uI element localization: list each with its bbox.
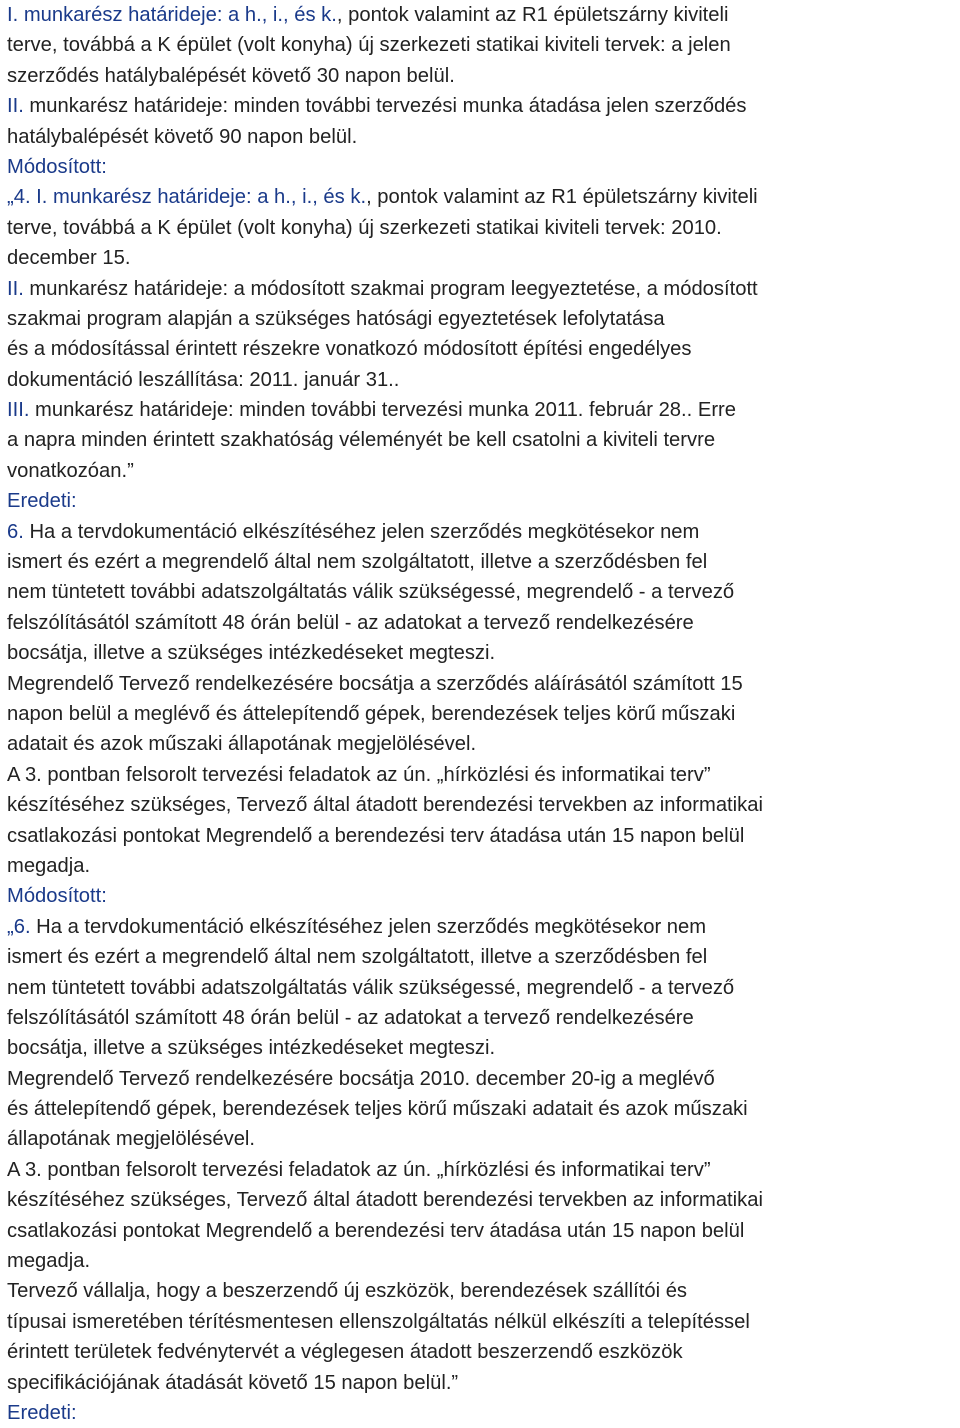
text-line bbox=[7, 851, 956, 881]
body-text: típusai ismeretében térítésmentesen ellenszolgáltatás nélkül elkészíti a telepítéssel bbox=[7, 1310, 750, 1333]
text-line bbox=[7, 1276, 956, 1306]
body-text: bocsátja, illetve a szükséges intézkedéseket megteszi. bbox=[7, 642, 496, 665]
highlighted-text: II. bbox=[7, 277, 24, 300]
body-text: bocsátja, illetve a szükséges intézkedéseket megteszi. bbox=[7, 1037, 496, 1060]
text-line bbox=[7, 152, 956, 182]
text-line bbox=[7, 881, 956, 911]
text-line bbox=[7, 608, 956, 638]
text-line bbox=[7, 1185, 956, 1215]
text-line bbox=[7, 365, 956, 395]
body-text: és a módosítással érintett részekre vonatkozó módosított építési engedélyes bbox=[7, 338, 692, 361]
highlighted-text: Módosított: bbox=[7, 155, 107, 178]
text-line bbox=[7, 638, 956, 668]
body-text: Ha a tervdokumentáció elkészítéséhez jelen szerződés megkötésekor nem bbox=[23, 520, 700, 543]
text-line bbox=[7, 1003, 956, 1033]
text-line bbox=[7, 456, 956, 486]
text-line bbox=[7, 729, 956, 759]
body-text: készítéséhez szükséges, Tervező által átadott berendezési tervekben az informatikai bbox=[7, 1189, 763, 1212]
body-text: megadja. bbox=[7, 854, 91, 877]
text-line bbox=[7, 973, 956, 1003]
text-line bbox=[7, 1033, 956, 1063]
text-line bbox=[7, 547, 956, 577]
text-line bbox=[7, 425, 956, 455]
body-text: Megrendelő Tervező rendelkezésére bocsátja a szerződés aláírásától számított 15 bbox=[7, 672, 743, 695]
body-text: terve, továbbá a K épület (volt konyha) új szerkezeti statikai kiviteli tervek: a jelen bbox=[7, 34, 731, 57]
body-text: adatait és azok műszaki állapotának megjelölésével. bbox=[7, 733, 477, 756]
body-text: állapotának megjelölésével. bbox=[7, 1128, 256, 1151]
text-line bbox=[7, 912, 956, 942]
text-line bbox=[7, 1307, 956, 1337]
body-text: szerződés hatálybalépését követő 30 napon belül. bbox=[7, 64, 455, 87]
body-text: érintett területek fedvénytervét a véglegesen átadott beszerzendő eszközök bbox=[7, 1341, 683, 1364]
text-line bbox=[7, 790, 956, 820]
body-text: csatlakozási pontokat Megrendelő a berendezési terv átadása után 15 napon belül bbox=[7, 824, 745, 847]
text-line bbox=[7, 274, 956, 304]
text-line bbox=[7, 760, 956, 790]
body-text: és áttelepítendő gépek, berendezések teljes körű műszaki adatait és azok műszaki bbox=[7, 1098, 748, 1121]
text-line bbox=[7, 1398, 956, 1428]
text-line bbox=[7, 1094, 956, 1124]
text-line bbox=[7, 1216, 956, 1246]
body-text: Tervező vállalja, hogy a beszerzendő új eszközök, berendezések szállítói és bbox=[7, 1280, 688, 1303]
text-line bbox=[7, 182, 956, 212]
body-text: Ha a tervdokumentáció elkészítéséhez jelen szerződés megkötésekor nem bbox=[30, 915, 707, 938]
body-text: , pontok valamint az R1 épületszárny kiviteli bbox=[366, 186, 758, 209]
body-text: munkarész határideje: minden további tervezési munka átadása jelen szerződés bbox=[23, 95, 747, 118]
body-text: vonatkozóan.” bbox=[7, 459, 134, 482]
text-line bbox=[7, 91, 956, 121]
highlighted-text: 6. bbox=[7, 520, 24, 543]
body-text: munkarész határideje: minden további tervezési munka 2011. február 28.. Erre bbox=[29, 399, 736, 422]
body-text: napon belül a meglévő és áttelepítendő gépek, berendezések teljes körű műszaki bbox=[7, 702, 736, 725]
body-text: A 3. pontban felsorolt tervezési feladatok az ún. „hírközlési és informatikai terv” bbox=[7, 1158, 711, 1181]
body-text: a napra minden érintett szakhatóság véleményét be kell csatolni a kiviteli tervre bbox=[7, 429, 716, 452]
body-text: dokumentáció leszállítása: 2011. január 31.. bbox=[7, 368, 400, 391]
body-text: nem tüntetett további adatszolgáltatás válik szükségessé, megrendelő - a tervező bbox=[7, 581, 735, 604]
text-line bbox=[7, 213, 956, 243]
text-line bbox=[7, 699, 956, 729]
text-line bbox=[7, 1064, 956, 1094]
highlighted-text: „6. bbox=[7, 915, 31, 938]
body-text: munkarész határideje: a módosított szakmai program leegyeztetése, a módosított bbox=[23, 277, 758, 300]
body-text: készítéséhez szükséges, Tervező által átadott berendezési tervekben az informatikai bbox=[7, 794, 763, 817]
body-text: december 15. bbox=[7, 247, 131, 270]
text-line bbox=[7, 395, 956, 425]
text-line bbox=[7, 1368, 956, 1398]
body-text: A 3. pontban felsorolt tervezési feladatok az ún. „hírközlési és informatikai terv” bbox=[7, 763, 711, 786]
text-line bbox=[7, 821, 956, 851]
text-line bbox=[7, 30, 956, 60]
body-text: hatálybalépését követő 90 napon belül. bbox=[7, 125, 358, 148]
highlighted-text: Eredeti: bbox=[7, 1401, 77, 1424]
text-line bbox=[7, 61, 956, 91]
text-line bbox=[7, 517, 956, 547]
body-text: megadja. bbox=[7, 1250, 91, 1273]
text-line bbox=[7, 0, 956, 30]
text-line bbox=[7, 577, 956, 607]
text-line bbox=[7, 1124, 956, 1154]
text-line bbox=[7, 1155, 956, 1185]
text-line bbox=[7, 304, 956, 334]
highlighted-text: II. bbox=[7, 95, 24, 118]
text-line bbox=[7, 942, 956, 972]
text-line bbox=[7, 243, 956, 273]
body-text: specifikációjának átadását követő 15 napon belül.” bbox=[7, 1371, 459, 1394]
body-text: csatlakozási pontokat Megrendelő a berendezési terv átadása után 15 napon belül bbox=[7, 1219, 745, 1242]
text-line bbox=[7, 486, 956, 516]
highlighted-text: III. bbox=[7, 399, 30, 422]
body-text: ismert és ezért a megrendelő által nem szolgáltatott, illetve a szerződésben fel bbox=[7, 946, 708, 969]
body-text: ismert és ezért a megrendelő által nem szolgáltatott, illetve a szerződésben fel bbox=[7, 551, 708, 574]
highlighted-text: I. munkarész határideje: a h., i., és k. bbox=[7, 4, 337, 26]
highlighted-text: Módosított: bbox=[7, 885, 107, 908]
body-text: felszólításától számított 48 órán belül - az adatokat a tervező rendelkezésére bbox=[7, 1006, 694, 1029]
body-text: , pontok valamint az R1 épületszárny kiviteli bbox=[336, 4, 729, 26]
text-line bbox=[7, 334, 956, 364]
highlighted-text: „4. I. munkarész határideje: a h., i., és k. bbox=[7, 186, 367, 209]
text-line bbox=[7, 1246, 956, 1276]
body-text: Megrendelő Tervező rendelkezésére bocsátja 2010. december 20-ig a meglévő bbox=[7, 1067, 715, 1090]
text-line bbox=[7, 1337, 956, 1367]
body-text: nem tüntetett további adatszolgáltatás válik szükségessé, megrendelő - a tervező bbox=[7, 976, 735, 999]
text-line bbox=[7, 669, 956, 699]
text-line bbox=[7, 122, 956, 152]
body-text: szakmai program alapján a szükséges hatósági egyeztetések lefolytatása bbox=[7, 307, 665, 330]
body-text: terve, továbbá a K épület (volt konyha) új szerkezeti statikai kiviteli tervek: 2010. bbox=[7, 216, 722, 239]
body-text: felszólításától számított 48 órán belül - az adatokat a tervező rendelkezésére bbox=[7, 611, 694, 634]
highlighted-text: Eredeti: bbox=[7, 490, 77, 513]
